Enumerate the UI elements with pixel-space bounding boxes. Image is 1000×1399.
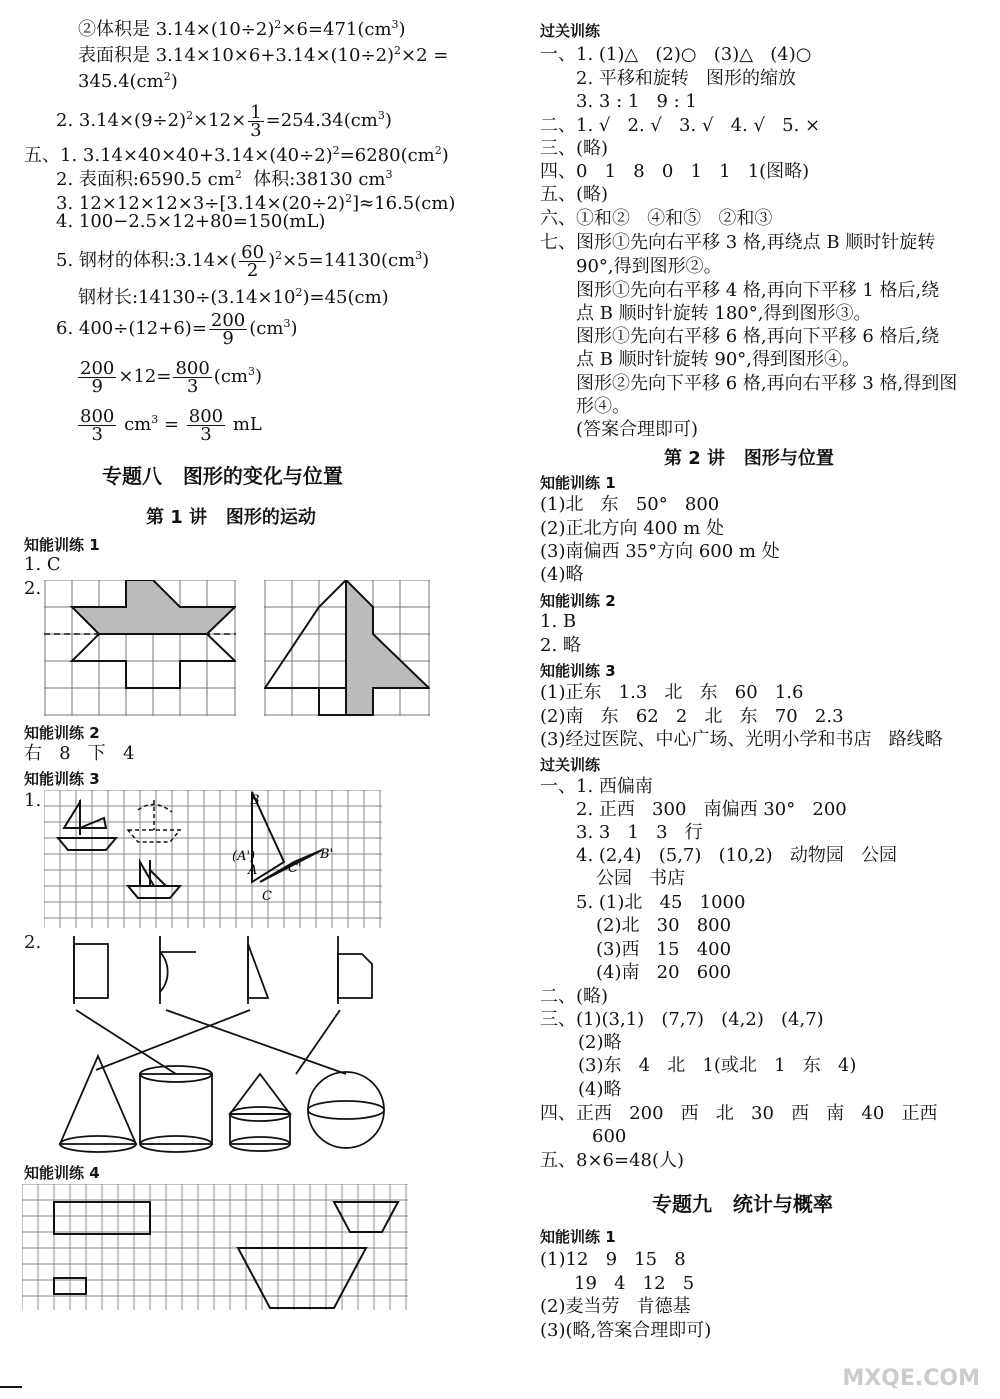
- answer-line: 2. $3.14\times(9\div 2)^2\times 12\times$ $\frac{1}{3}$ $=254.34(cm^3)$: [56, 101, 392, 141]
- answer-line: 一、1. (1)△ (2)○ (3)△ (4)○: [540, 44, 812, 65]
- answer-line: 1. C: [24, 554, 61, 575]
- exercise-heading: 过关训练: [540, 756, 601, 774]
- answer-line: (答案合理即可): [576, 419, 699, 440]
- section-title: 专题九 统计与概率: [652, 1192, 833, 1216]
- answer-line: 二、(略): [540, 986, 609, 1007]
- answer-line: 五、1. $3.14\times 40\times 40+3.14\times(40\div 2)^2=6280(cm^2)$: [24, 144, 449, 166]
- answer-line: 2. 平移和旋转 图形的缩放: [576, 68, 797, 89]
- answer-line: $\frac{200}{9}$ ×12= $\frac{800}{3}$ $(cm^3)$: [80, 357, 262, 397]
- scaling-grid: [22, 1184, 410, 1314]
- answer-line: 2.: [24, 578, 42, 599]
- symmetry-figure-2: [264, 580, 430, 716]
- point-label: C: [262, 889, 272, 904]
- answer-line: 4. 100−2.5×12+80=150(mL): [56, 211, 326, 232]
- point-label: C': [288, 861, 302, 876]
- answer-line: 四、0 1 8 0 1 1 1(图略): [540, 161, 810, 182]
- answer-line: 3. $12\times 12\times 12\times 3\div[3.14\times(20\div 2)^2]\approx 16.5(cm)$: [56, 192, 456, 214]
- answer-line: 3. 3 1 3 行: [576, 822, 703, 843]
- answer-line: (2)略: [578, 1032, 622, 1053]
- answer-line: 2.: [24, 932, 42, 953]
- answer-line: 六、①和② ④和⑤ ②和③: [540, 208, 773, 229]
- answer-line: (4)南 20 600: [596, 962, 732, 983]
- answer-line: 19 4 12 5: [574, 1273, 695, 1294]
- answer-line: 三、(略): [540, 138, 609, 159]
- answer-line: 形④。: [576, 396, 630, 417]
- exercise-heading: 知能训练 2: [540, 592, 616, 610]
- answer-line: 5. 钢材的体积:3.14×( $\frac{60}{2}$ )$^2\times 5=14130(cm^3)$: [56, 241, 430, 281]
- exercise-heading: 知能训练 3: [540, 662, 616, 680]
- answer-line: 图形②先向下平移 6 格,再向右平移 3 格,得到图: [576, 373, 958, 394]
- answer-line: (2)麦当劳 肯德基: [540, 1296, 691, 1317]
- answer-line: ②体积是 $3.14\times(10\div 2)^2\times 6=471(cm^3)$: [78, 18, 406, 40]
- answer-line: (3)西 15 400: [596, 939, 732, 960]
- answer-line: (1)北 东 50° 800: [540, 494, 720, 515]
- exercise-heading: 知能训练 3: [24, 770, 100, 788]
- fraction: $\frac{800}{3}$: [80, 405, 115, 445]
- exercise-heading: 知能训练 1: [540, 1228, 616, 1246]
- answer-line: 图形①先向右平移 4 格,再向下平移 1 格后,绕: [576, 280, 940, 301]
- answer-line: $345.4(cm^2)$: [78, 70, 178, 92]
- watermark: MXQE.COM: [842, 1366, 980, 1391]
- answer-line: 七、图形①先向右平移 3 格,再绕点 B 顺时针旋转: [540, 232, 936, 253]
- rotation-solids-figure: [36, 934, 396, 1158]
- answer-line: 右 8 下 4: [24, 743, 135, 764]
- answer-line: 钢材长$:14130\div(3.14\times 10^2)=45(cm)$: [78, 286, 389, 308]
- answer-line: (1)正东 1.3 北 东 60 1.6: [540, 682, 804, 703]
- answer-line: 2. 正西 300 南偏西 30° 200: [576, 799, 847, 820]
- answer-line: 1. B: [540, 611, 577, 632]
- point-label: (A'): [232, 849, 256, 864]
- answer-line: 点 B 顺时针旋转 180°,得到图形③。: [576, 303, 872, 324]
- point-label: B: [250, 793, 260, 808]
- exercise-heading: 知能训练 1: [24, 536, 100, 554]
- lesson-title: 第 1 讲 图形的运动: [146, 507, 316, 528]
- answer-line: 1.: [24, 790, 42, 811]
- answer-line: 90°,得到图形②。: [576, 256, 722, 277]
- exercise-heading: 过关训练: [540, 22, 601, 40]
- answer-line: (3)(略,答案合理即可): [540, 1320, 712, 1341]
- answer-line: 二、1. √ 2. √ 3. √ 4. √ 5. ×: [540, 115, 821, 136]
- answer-line: (3)东 4 北 1(或北 1 东 4): [578, 1055, 857, 1076]
- answer-line: 6. 400÷(12+6)= $\frac{200}{9}$ $(cm^3)$: [56, 309, 298, 349]
- symmetry-figure-1: [44, 580, 236, 716]
- answer-line: 五、8×6=48(人): [540, 1150, 685, 1171]
- fraction: $\frac{1}{3}$: [250, 101, 262, 141]
- answer-line: 一、1. 西偏南: [540, 776, 653, 797]
- answer-line: (1)12 9 15 8: [540, 1249, 686, 1270]
- exercise-heading: 知能训练 2: [24, 724, 100, 742]
- answer-line: 点 B 顺时针旋转 90°,得到图形④。: [576, 349, 861, 370]
- section-title: 专题八 图形的变化与位置: [102, 464, 343, 488]
- answer-line: 3. 3 : 1 9 : 1: [576, 91, 697, 112]
- point-label: A: [248, 863, 258, 878]
- answer-line: 图形①先向右平移 6 格,再向下平移 6 格后,绕: [576, 326, 940, 347]
- answer-line: (2)北 30 800: [596, 915, 732, 936]
- answer-line: 表面积是 $3.14\times 10\times 6+3.14\times(10\div 2)^2\times 2$ =: [78, 44, 449, 66]
- answer-line: (2)正北方向 400 m 处: [540, 518, 725, 539]
- answer-line: 四、正西 200 西 北 30 西 南 40 正西: [540, 1103, 938, 1124]
- answer-line: 4. (2,4) (5,7) (10,2) 动物园 公园: [576, 845, 898, 866]
- answer-line: (4)略: [578, 1079, 622, 1100]
- answer-line: (4)略: [540, 564, 584, 585]
- answer-line: (3)南偏西 35°方向 600 m 处: [540, 541, 780, 562]
- answer-line: 2. 略: [540, 635, 581, 656]
- lesson-title: 第 2 讲 图形与位置: [664, 448, 834, 469]
- answer-line: 三、(1)(3,1) (7,7) (4,2) (4,7): [540, 1009, 824, 1030]
- answer-line: 5. (1)北 45 1000: [576, 892, 746, 913]
- exercise-heading: 知能训练 1: [540, 474, 616, 492]
- answer-line: 600: [592, 1126, 627, 1147]
- point-label: B': [320, 847, 334, 862]
- answer-line: (3)经过医院、中心广场、光明小学和书店 路线略: [540, 729, 943, 750]
- answer-line: 2. 表面积:6590.5 $cm^2$ 体积:38130 $cm^3$: [56, 168, 393, 190]
- fraction: $\frac{200}{9}$: [210, 309, 246, 349]
- fraction: $\frac{800}{3}$: [188, 405, 224, 445]
- answer-line: $\frac{800}{3}$ $cm^3$ = $\frac{800}{3}$ mL: [80, 405, 262, 445]
- answer-line: 公园 书店: [596, 868, 686, 889]
- translation-rotation-grid: [44, 790, 384, 930]
- fraction: $\frac{800}{3}$: [175, 357, 210, 397]
- exercise-heading: 知能训练 4: [24, 1164, 100, 1182]
- fraction: $\frac{200}{9}$: [80, 357, 115, 397]
- answer-line: (2)南 东 62 2 北 东 70 2.3: [540, 706, 844, 727]
- page-mark: [0, 1386, 22, 1388]
- fraction: $\frac{60}{2}$: [241, 241, 265, 281]
- answer-line: 五、(略): [540, 184, 609, 205]
